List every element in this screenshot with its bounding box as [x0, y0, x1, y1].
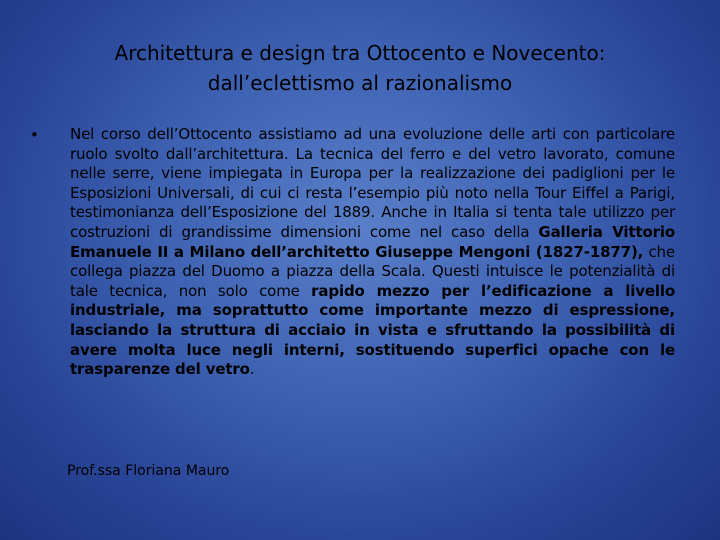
paragraph-text-3: . [249, 360, 255, 379]
paragraph-text-2: che collega piazza del Duomo a piazza della Scala. Questi intuisce le potenzialità di tale tecnica, non solo come [70, 242, 675, 300]
bullet-symbol: • [30, 126, 39, 144]
body-paragraph [70, 125, 675, 380]
slide-title-line-1: Architettura e design tra Ottocento e Novecento: [114, 41, 606, 65]
bullet-item [30, 125, 675, 380]
paragraph-text-1: Nel corso dell’Ottocento assistiamo ad una evoluzione delle arti con particolare ruolo svolto dall’architettura. La tecnica del ferro e del vetro lavorato, comune nelle serre, viene impiegata in Europa per la realizzazione dei padiglioni per le Esposizioni Universali, di cui ci resta l’esempio più noto nella Tour Eiffel a Parigi, testimonianza dell’Esposizione del 1889. Anche in Italia si tenta tale utilizzo per costruzioni di grandissime dimensioni come nel caso della [70, 125, 675, 241]
slide-title [40, 38, 680, 98]
paragraph-bold-2: rapido mezzo per l’edificazione a livello industriale, ma soprattutto come importante mezzo di espressione, lasciando la struttura di acciaio in vista e sfruttando la possibilità di avere molta luce negli interni, sostituendo superfici opache con le trasparenze del vetro [70, 281, 675, 379]
paragraph-bold-1: Galleria Vittorio Emanuele II a Milano dell’architetto Giuseppe Mengoni (1827-1877), [70, 222, 675, 261]
author-name: Prof.ssa Floriana Mauro [67, 463, 230, 479]
slide-title-line-2: dall’eclettismo al razionalismo [207, 71, 513, 95]
